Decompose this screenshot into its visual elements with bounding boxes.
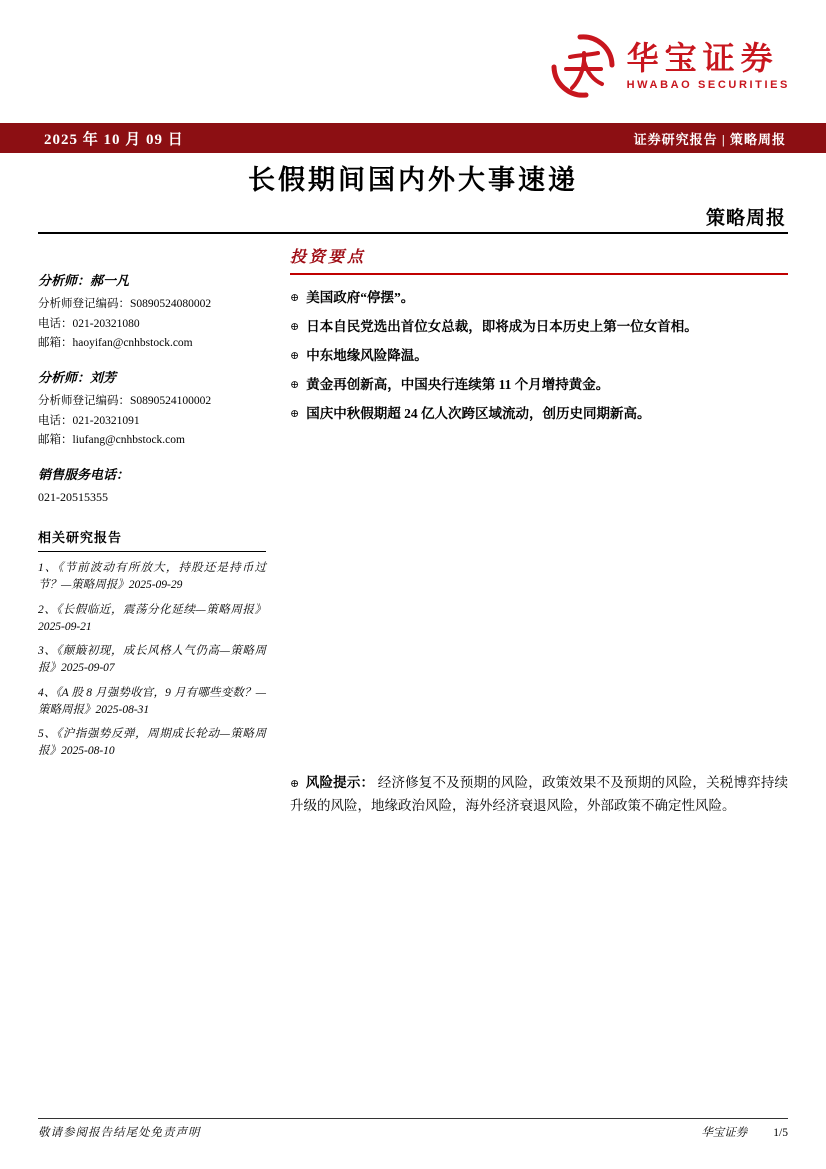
analyst-block: [38, 270, 266, 352]
analyst-name: 分析师：郝一凡: [38, 273, 130, 288]
brand-text: [627, 41, 790, 91]
brand-name-cn: 华宝证券: [626, 39, 779, 76]
analyst-block: [38, 367, 266, 449]
risk-label: 风险提示：: [305, 775, 375, 791]
header-bar: [0, 123, 826, 153]
summary-column: [290, 244, 788, 818]
page-number: 1/5: [773, 1127, 788, 1139]
analyst-email: 邮箱：haoyifan@cnhbstock.com: [38, 337, 193, 350]
related-report-link: 5、《沪指强势反弹，周期成长轮动—策略周报》2025-08-10: [38, 728, 266, 758]
sales-phone-number: 021-20515355: [38, 490, 108, 505]
key-point-text: 黄金再创新高，中国央行连续第 11 个月增持黄金。: [306, 376, 610, 392]
related-reports-title: 相关研究报告: [38, 527, 266, 552]
analyst-reg-code: 分析师登记编码：S0890524100002: [38, 395, 212, 408]
report-category: 证券研究报告 | 策略周报: [633, 131, 786, 147]
title-divider: [38, 232, 788, 234]
circled-plus-icon: ⊕: [290, 378, 300, 391]
circled-plus-icon: ⊕: [290, 349, 300, 362]
key-point-item: [290, 375, 788, 396]
footer-disclaimer: 敬请参阅报告结尾处免责声明: [38, 1127, 201, 1139]
footer-brand: 华宝证券: [701, 1127, 748, 1139]
analyst-phone: 电话：021-20321080: [38, 317, 140, 330]
key-point-text: 美国政府“停摆”。: [306, 290, 415, 305]
related-report-link: 3、《颠簸初现，成长风格人气仍高—策略周报》2025-09-07: [38, 645, 266, 675]
key-point-text: 日本自民党选出首位女总裁，即将成为日本历史上第一位女首相。: [306, 318, 698, 334]
report-date: 2025 年 10 月 09 日: [44, 131, 184, 148]
circled-plus-icon: ⊕: [290, 320, 300, 333]
key-point-text: 中东地缘风险降温。: [306, 347, 428, 363]
analyst-name: 分析师：刘芳: [38, 370, 117, 386]
report-title: 长假期间国内外大事速递: [248, 165, 578, 195]
key-point-text: 国庆中秋假期超 24 亿人次跨区域流动，创历史同期新高。: [306, 405, 651, 421]
key-point-item: [290, 317, 788, 338]
brand-name-en: HWABAO SECURITIES: [626, 79, 790, 92]
report-body: [38, 244, 788, 818]
sales-phone-label: 销售服务电话：: [38, 467, 130, 483]
risk-note: [290, 772, 788, 817]
analyst-reg-code: 分析师登记编码：S0890524080002: [38, 298, 212, 310]
related-report-link: 1、《节前波动有所放大，持股还是持币过节？—策略周报》2025-09-29: [38, 562, 266, 592]
section-title: 投资要点: [290, 249, 367, 266]
key-point-item: [290, 346, 788, 367]
circled-plus-icon: ⊕: [290, 778, 300, 791]
left-sidebar: [38, 244, 266, 768]
circled-plus-icon: ⊕: [290, 292, 300, 304]
risk-text: 经济修复不及预期的风险，政策效果不及预期的风险，关税博弈持续升级的风险，地缘政治风险，海外经济衰退风险，外部政策不确定性风险。: [290, 775, 789, 814]
analyst-email: 邮箱：liufang@cnhbstock.com: [38, 434, 185, 447]
footer-right: [701, 1124, 788, 1140]
related-report-link: 4、《A 股 8 月强势收官，9 月有哪些变数？—策略周报》2025-08-31: [38, 686, 266, 716]
circled-plus-icon: ⊕: [290, 407, 300, 420]
related-report-link: 2、《长假临近，震荡分化延续—策略周报》2025-09-21: [38, 603, 266, 633]
hwabao-logo-icon: [551, 34, 615, 98]
key-point-item: [290, 288, 788, 309]
key-point-item: [290, 404, 788, 425]
brand-logo: [551, 34, 790, 98]
analyst-phone: 电话：021-20321091: [38, 414, 140, 427]
page-footer: [38, 1118, 788, 1140]
report-subtitle: 策略周报: [705, 208, 786, 229]
section-title-rule: [290, 244, 788, 275]
